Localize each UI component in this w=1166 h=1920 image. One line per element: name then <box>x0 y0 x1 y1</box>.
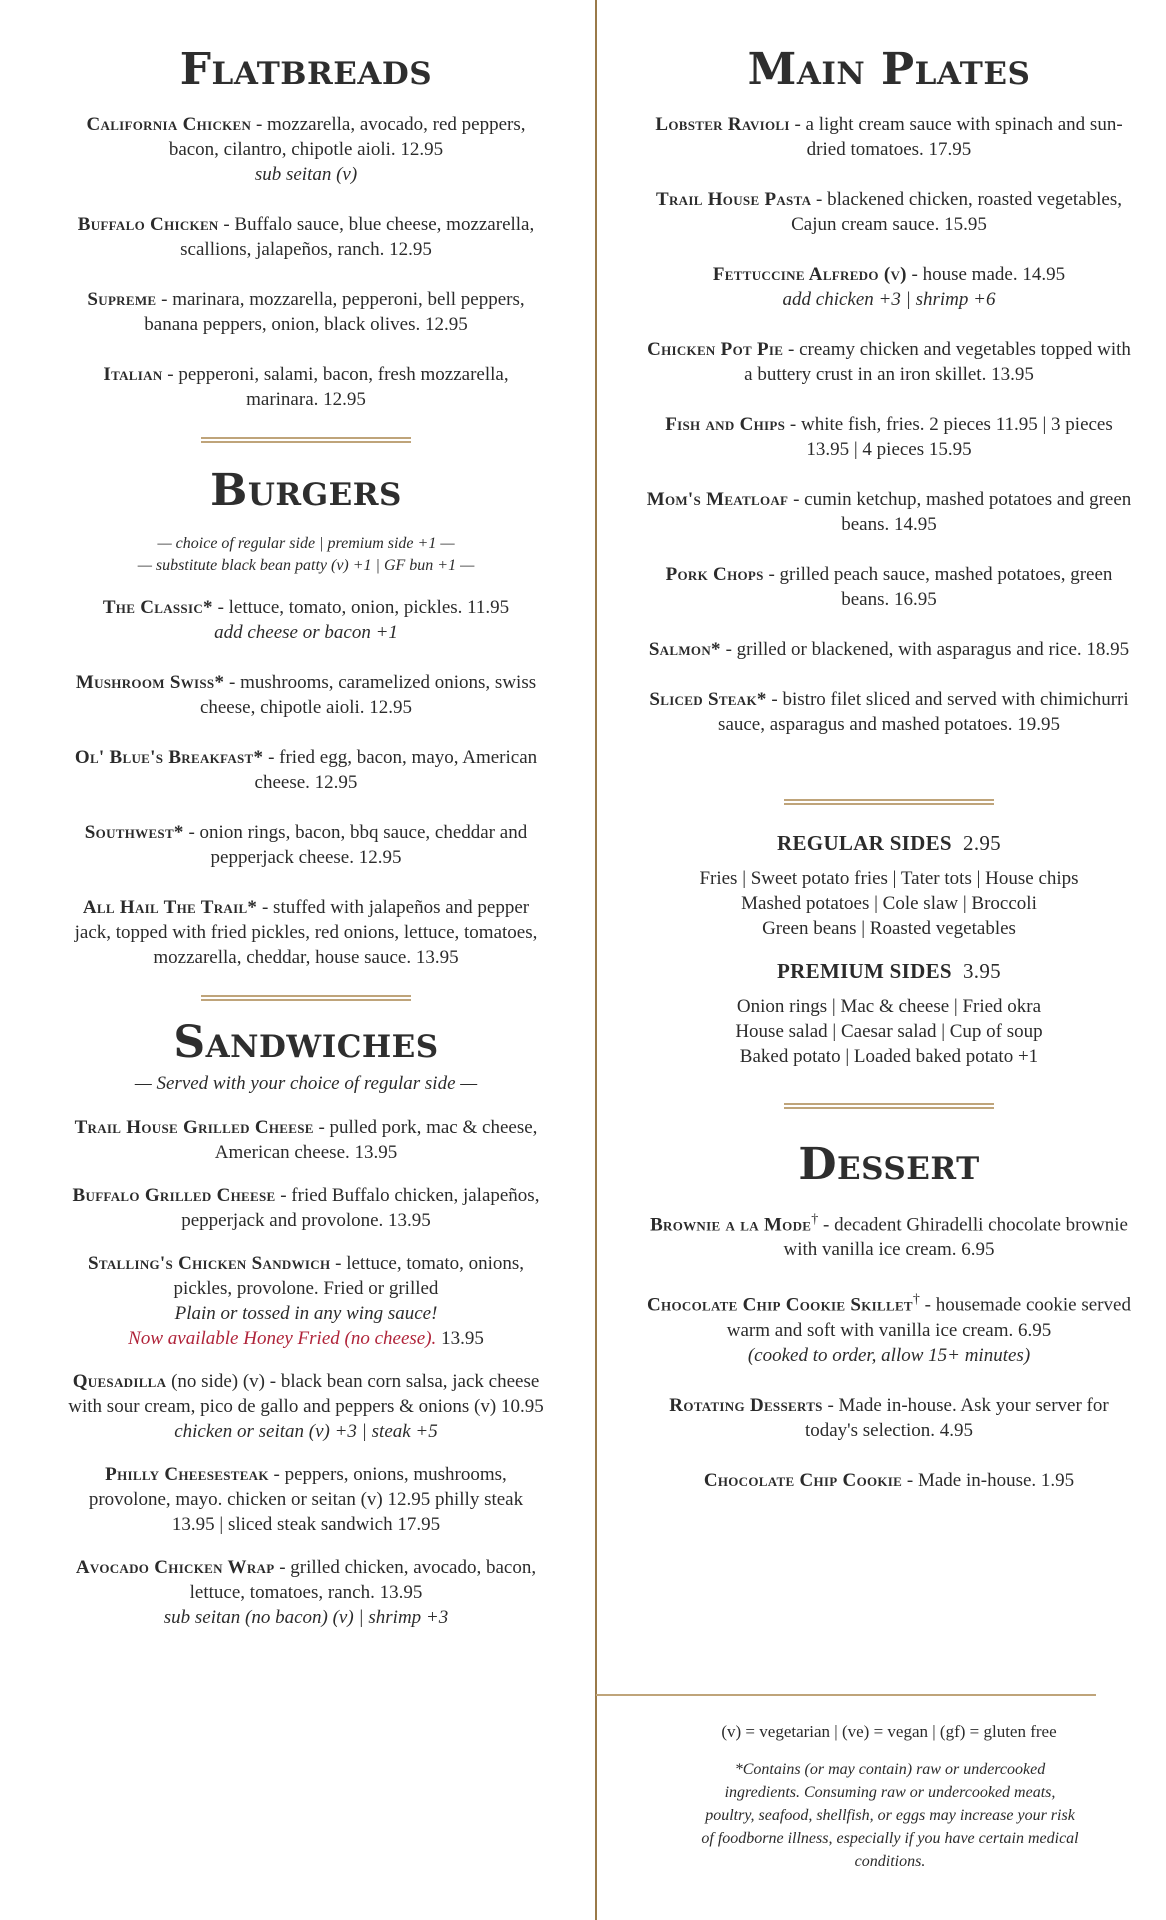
menu-item: Brownie a la Mode† - decadent Ghiradelli chocolate brownie with vanilla ice cream. 6.95 <box>650 1212 1128 1261</box>
menu-item: All Hail The Trail* - stuffed with jalapeños and pepper jack, topped with fried pickles, red onions, lettuce, tomatoes, mozzarella, cheddar, house sauce. 13.95 <box>74 897 538 968</box>
menu-item: Lobster Ravioli - a light cream sauce with spinach and sun-dried tomatoes. 17.95 <box>655 114 1123 160</box>
sandwiches-note: — Served with your choice of regular side — <box>134 1073 478 1094</box>
sandwiches-title: Sandwiches <box>173 1017 439 1068</box>
dietary-legend: (v) = vegetarian | (ve) = vegan | (gf) = gluten free <box>721 1722 1057 1741</box>
menu-item: Supreme - marinara, mozzarella, pepperoni, bell peppers, banana peppers, onion, black olives. 12.95 <box>87 289 525 335</box>
menu-item: Philly Cheesesteak - peppers, onions, mushrooms, provolone, mayo. chicken or seitan (v) 12.95 philly steak 13.95 | sliced steak sandwich 17.95 <box>88 1464 524 1535</box>
column-divider <box>595 0 597 1920</box>
menu-item: California Chicken - mozzarella, avocado, red peppers, bacon, cilantro, chipotle aioli. 12.95 sub seitan (v) <box>86 114 526 185</box>
menu-item: The Classic* - lettuce, tomato, onion, pickles. 11.95 add cheese or bacon +1 <box>102 597 510 643</box>
menu-item: Avocado Chicken Wrap - grilled chicken, avocado, bacon, lettuce, tomatoes, ranch. 13.95 sub seitan (no bacon) (v) | shrimp +3 <box>75 1557 537 1628</box>
menu-item: Chocolate Chip Cookie - Made in-house. 1.95 <box>703 1469 1075 1491</box>
left-column <box>66 0 546 1648</box>
menu-item: Italian - pepperoni, salami, bacon, fresh mozzarella, marinara. 12.95 <box>103 364 509 410</box>
regular-sides-heading: REGULAR SIDES 2.95 <box>777 831 1001 855</box>
dessert-title: Dessert <box>798 1139 980 1190</box>
food-safety-warning: *Contains (or may contain) raw or undercooked ingredients. Consuming raw or undercooked meats, poultry, seafood, shellfish, or eggs may increase your risk of foodborne illness, especially if you have certain medical conditions. <box>701 1761 1079 1870</box>
menu-item: Sliced Steak* - bistro filet sliced and served with chimichurri sauce, asparagus and mashed potatoes. 19.95 <box>649 689 1129 735</box>
menu-item: Buffalo Grilled Cheese - fried Buffalo chicken, jalapeños, pepperjack and provolone. 13.95 <box>72 1185 540 1231</box>
menu-item: Fettuccine Alfredo (v) - house made. 14.95 add chicken +3 | shrimp +6 <box>712 264 1066 310</box>
menu-item: Rotating Desserts - Made in-house. Ask your server for today's selection. 4.95 <box>669 1394 1109 1441</box>
menu-item: Chocolate Chip Cookie Skillet† - housemade cookie served warm and soft with vanilla ice cream. 6.95 (cooked to order, allow 15+ minutes) <box>647 1292 1131 1366</box>
menu-item: Salmon* - grilled or blackened, with asparagus and rice. 18.95 <box>648 639 1130 660</box>
menu-item: Southwest* - onion rings, bacon, bbq sauce, cheddar and pepperjack cheese. 12.95 <box>84 822 528 868</box>
section-rule <box>784 1103 994 1109</box>
menu-item: Ol' Blue's Breakfast* - fried egg, bacon, mayo, American cheese. 12.95 <box>74 747 538 793</box>
section-rule <box>201 437 411 443</box>
flatbreads-title: Flatbreads <box>179 44 433 95</box>
premium-sides-list: Onion rings | Mac & cheese | Fried okra House salad | Caesar salad | Cup of soup Baked potato | Loaded baked potato +1 <box>735 996 1043 1067</box>
footer-rule <box>596 1694 1096 1696</box>
menu-item: Buffalo Chicken - Buffalo sauce, blue cheese, mozzarella, scallions, jalapeños, ranch. 12.95 <box>77 214 535 260</box>
premium-sides-heading: PREMIUM SIDES 3.95 <box>777 959 1001 983</box>
menu-item: Chicken Pot Pie - creamy chicken and vegetables topped with a buttery crust in an iron skillet. 13.95 <box>647 339 1131 385</box>
menu-item: Trail House Pasta - blackened chicken, roasted vegetables, Cajun cream sauce. 15.95 <box>656 189 1122 235</box>
menu-item: Trail House Grilled Cheese - pulled pork, mac & cheese, American cheese. 13.95 <box>74 1117 538 1163</box>
regular-sides-list: Fries | Sweet potato fries | Tater tots | House chips Mashed potatoes | Cole slaw | Broccoli Green beans | Roasted vegetables <box>699 868 1079 939</box>
right-column <box>646 0 1132 1870</box>
burgers-title: Burgers <box>210 465 402 516</box>
burgers-note: — substitute black bean patty (v) +1 | GF bun +1 — <box>137 557 475 574</box>
menu-item: Mom's Meatloaf - cumin ketchup, mashed potatoes and green beans. 14.95 <box>646 489 1132 535</box>
burgers-note: — choice of regular side | premium side +1 — <box>157 535 455 552</box>
section-rule <box>201 995 411 1001</box>
section-rule <box>784 799 994 805</box>
menu-item: Mushroom Swiss* - mushrooms, caramelized onions, swiss cheese, chipotle aioli. 12.95 <box>75 672 537 718</box>
menu-item: Pork Chops - grilled peach sauce, mashed potatoes, green beans. 16.95 <box>665 564 1113 610</box>
menu-item: Stalling's Chicken Sandwich - lettuce, tomato, onions, pickles, provolone. Fried or grilled Plain or tossed in any wing sauce! Now available Honey Fried (no cheese). 13.95 <box>87 1253 525 1349</box>
menu-item: Fish and Chips - white fish, fries. 2 pieces 11.95 | 3 pieces 13.95 | 4 pieces 15.95 <box>665 414 1113 460</box>
menu-item: Quesadilla (no side) (v) - black bean corn salsa, jack cheese with sour cream, pico de gallo and peppers & onions (v) 10.95 chicken or seitan (v) +3 | steak +5 <box>68 1371 544 1442</box>
main-plates-title: Main Plates <box>747 44 1031 95</box>
